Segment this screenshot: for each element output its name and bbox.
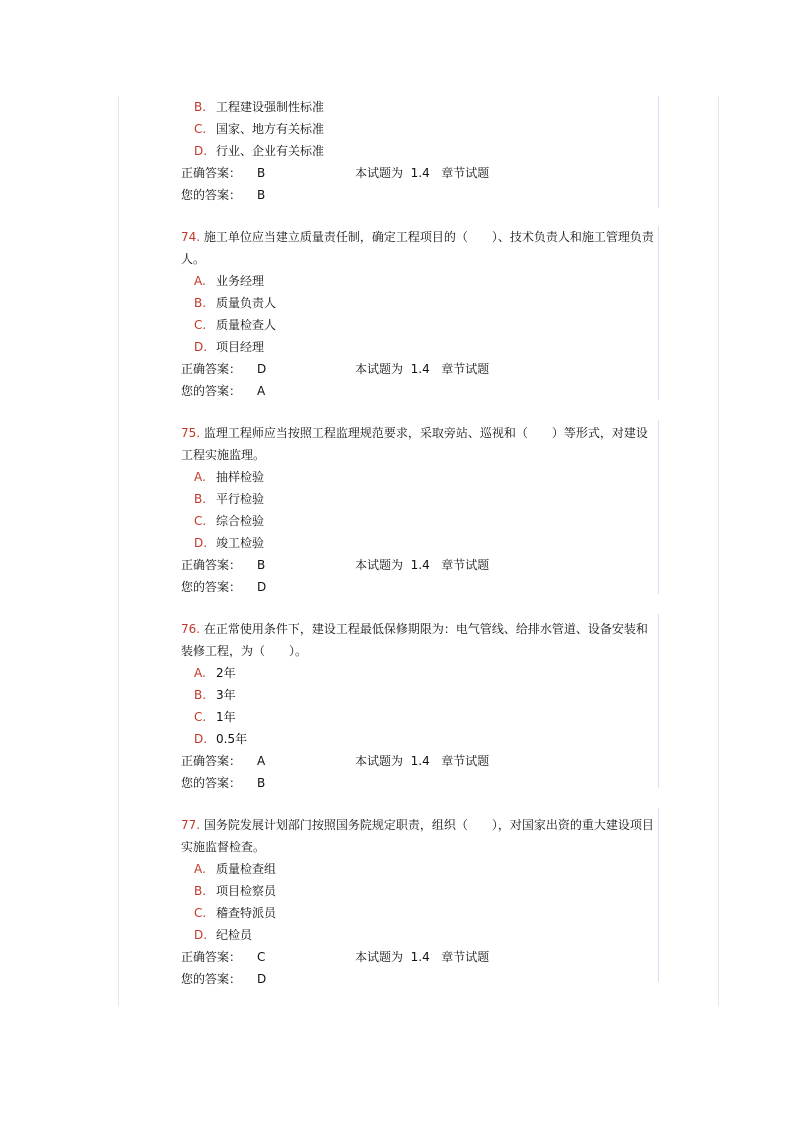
your-answer-value: D <box>257 580 267 594</box>
option-letter: C. <box>194 122 207 136</box>
option-letter: A. <box>194 666 206 680</box>
correct-answer-value: B <box>257 558 266 572</box>
option-text: 稽查特派员 <box>216 906 277 920</box>
answer-row <box>181 750 659 772</box>
your-answer-label: 您的答案： <box>181 776 242 790</box>
option-letter: B. <box>194 492 207 506</box>
option-c <box>181 118 659 140</box>
your-answer-row <box>181 968 659 990</box>
answer-row <box>181 946 659 968</box>
your-answer-row <box>181 380 659 402</box>
option-letter: B. <box>194 884 207 898</box>
option-letter: B. <box>194 100 207 114</box>
correct-answer-value: B <box>257 166 266 180</box>
your-answer-value: B <box>257 776 266 790</box>
answer-row <box>181 358 659 380</box>
your-answer-row <box>181 184 659 206</box>
chapter-label: 章节试题 <box>441 950 490 964</box>
chapter-label: 章节试题 <box>441 754 490 768</box>
option-letter: D. <box>194 144 208 158</box>
score-label: 本试题为 <box>355 362 404 376</box>
correct-answer-value: C <box>257 950 266 964</box>
option-letter: A. <box>194 862 206 876</box>
option-b <box>181 880 659 902</box>
option-a <box>181 662 659 684</box>
correct-answer-label: 正确答案： <box>181 558 242 572</box>
your-answer-label: 您的答案： <box>181 580 242 594</box>
question-stem: 国务院发展计划部门按照国务院规定职责，组织（ ），对国家出资的重大建设项目实施监督检查。 <box>181 818 654 854</box>
option-c <box>181 902 659 924</box>
option-text: 质量检查组 <box>216 862 277 876</box>
option-letter: C. <box>194 514 207 528</box>
option-text: 0.5年 <box>216 732 248 746</box>
your-answer-label: 您的答案： <box>181 972 242 986</box>
question-stem: 施工单位应当建立质量责任制，确定工程项目的（ ）、技术负责人和施工管理负责人。 <box>181 230 654 266</box>
left-frame-border <box>118 96 119 1006</box>
option-text: 质量负责人 <box>216 296 277 310</box>
correct-answer-label: 正确答案： <box>181 950 242 964</box>
option-letter: C. <box>194 906 207 920</box>
answer-row <box>181 554 659 576</box>
option-text: 质量检查人 <box>216 318 277 332</box>
right-frame-border <box>718 96 719 1006</box>
correct-answer-label: 正确答案： <box>181 754 242 768</box>
score-value: 1.4 <box>410 950 430 964</box>
option-c <box>181 314 659 336</box>
question-text <box>181 814 659 858</box>
option-d <box>181 924 659 946</box>
option-letter: D. <box>194 536 208 550</box>
question-stem: 监理工程师应当按照工程监理规范要求，采取旁站、巡视和（ ）等形式，对建设工程实施监理。 <box>181 426 648 462</box>
chapter-label: 章节试题 <box>441 166 490 180</box>
your-answer-row <box>181 576 659 598</box>
question-block <box>181 814 659 990</box>
option-text: 国家、地方有关标准 <box>216 122 325 136</box>
question-stem: 在正常使用条件下，建设工程最低保修期限为：电气管线、给排水管道、设备安装和装修工程，为（ ）。 <box>181 622 648 658</box>
option-letter: B. <box>194 688 207 702</box>
option-text: 竣工检验 <box>216 536 265 550</box>
option-text: 2年 <box>216 666 236 680</box>
question-text <box>181 618 659 662</box>
option-text: 业务经理 <box>216 274 265 288</box>
option-letter: B. <box>194 296 207 310</box>
option-b <box>181 488 659 510</box>
score-label: 本试题为 <box>355 950 404 964</box>
option-letter: D. <box>194 340 208 354</box>
question-text <box>181 422 659 466</box>
score-label: 本试题为 <box>355 166 404 180</box>
option-text: 综合检验 <box>216 514 265 528</box>
question-list <box>181 96 659 990</box>
correct-answer-value: A <box>257 754 266 768</box>
option-letter: A. <box>194 274 206 288</box>
question-number: 75. <box>181 426 201 440</box>
question-number: 76. <box>181 622 201 636</box>
option-a <box>181 466 659 488</box>
option-text: 平行检验 <box>216 492 265 506</box>
your-answer-row <box>181 772 659 794</box>
score-value: 1.4 <box>410 362 430 376</box>
option-b <box>181 684 659 706</box>
score-value: 1.4 <box>410 754 430 768</box>
question-block-partial <box>181 96 659 206</box>
correct-answer-label: 正确答案： <box>181 362 242 376</box>
option-text: 项目检察员 <box>216 884 277 898</box>
score-label: 本试题为 <box>355 754 404 768</box>
option-b <box>181 96 659 118</box>
score-value: 1.4 <box>410 558 430 572</box>
chapter-label: 章节试题 <box>441 558 490 572</box>
option-text: 工程建设强制性标准 <box>216 100 325 114</box>
your-answer-label: 您的答案： <box>181 188 242 202</box>
option-text: 抽样检验 <box>216 470 265 484</box>
option-a <box>181 858 659 880</box>
option-letter: C. <box>194 318 207 332</box>
option-letter: C. <box>194 710 207 724</box>
chapter-label: 章节试题 <box>441 362 490 376</box>
option-c <box>181 706 659 728</box>
option-text: 纪检员 <box>216 928 253 942</box>
option-b <box>181 292 659 314</box>
option-d <box>181 336 659 358</box>
option-d <box>181 140 659 162</box>
score-label: 本试题为 <box>355 558 404 572</box>
option-letter: A. <box>194 470 206 484</box>
option-text: 1年 <box>216 710 236 724</box>
option-c <box>181 510 659 532</box>
option-d <box>181 728 659 750</box>
score-value: 1.4 <box>410 166 430 180</box>
option-text: 3年 <box>216 688 236 702</box>
correct-answer-value: D <box>257 362 267 376</box>
option-text: 行业、企业有关标准 <box>216 144 325 158</box>
option-a <box>181 270 659 292</box>
answer-row <box>181 162 659 184</box>
question-block <box>181 226 659 402</box>
your-answer-value: A <box>257 384 266 398</box>
option-d <box>181 532 659 554</box>
your-answer-value: B <box>257 188 266 202</box>
option-letter: D. <box>194 928 208 942</box>
question-text <box>181 226 659 270</box>
question-block <box>181 422 659 598</box>
question-number: 77. <box>181 818 201 832</box>
option-letter: D. <box>194 732 208 746</box>
correct-answer-label: 正确答案： <box>181 166 242 180</box>
question-number: 74. <box>181 230 201 244</box>
your-answer-value: D <box>257 972 267 986</box>
question-block <box>181 618 659 794</box>
option-text: 项目经理 <box>216 340 265 354</box>
your-answer-label: 您的答案： <box>181 384 242 398</box>
